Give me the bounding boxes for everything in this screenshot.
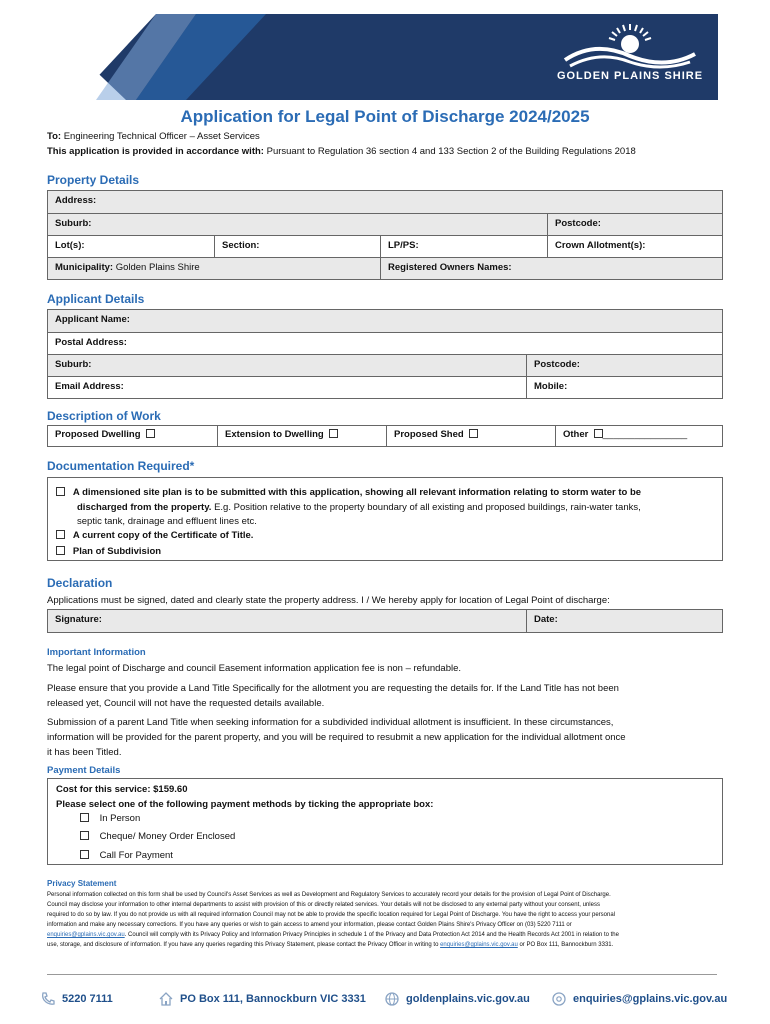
lots-field[interactable]: Lot(s): xyxy=(55,240,85,251)
footer-website[interactable]: goldenplains.vic.gov.au xyxy=(384,991,530,1007)
land-title-notice: Please ensure that you provide a Land Title Specifically for the allotment you are requesting the details for. If the Land Title has not been released yet, Council will not have the requested details available. xyxy=(47,683,619,709)
registered-owners-field[interactable]: Registered Owners Names: xyxy=(380,258,722,279)
footer-email[interactable]: enquiries@gplains.vic.gov.au xyxy=(551,991,727,1007)
description-of-work-heading: Description of Work xyxy=(47,409,161,423)
footer-address: PO Box 111, Bannockburn VIC 3331 xyxy=(158,991,366,1007)
checkbox[interactable] xyxy=(469,429,478,438)
payment-details-heading: Payment Details xyxy=(47,765,121,776)
payment-box xyxy=(47,778,723,865)
municipality-field: Municipality: Golden Plains Shire xyxy=(55,262,200,273)
documentation-required-heading: Documentation Required* xyxy=(47,459,195,473)
address-field[interactable]: Address: xyxy=(55,195,97,206)
declaration-text: Applications must be signed, dated and clearly state the property address. I / We hereby apply for location of Legal Point of discharge: xyxy=(47,595,610,606)
phone-icon xyxy=(40,991,56,1007)
home-icon xyxy=(158,991,174,1007)
documentation-box: A dimensioned site plan is to be submitted with this application, showing all relevant information relating to storm water to be discharged from the property. E.g. Position relative to the property boundary of all existing and proposed buildings, rain-water tanks, septic tank, drainage and effluent lines etc. A current copy of the Certificate of Title. Plan of Subdivision xyxy=(47,477,723,561)
privacy-email-link[interactable]: enquiries@gplains.vic.gov.au xyxy=(47,932,125,938)
regulation-line: This application is provided in accordance with: Pursuant to Regulation 36 section 4 and 133 Section 2 of the Building Regulations 2018 xyxy=(47,146,636,157)
crown-allotment-field[interactable]: Crown Allotment(s): xyxy=(547,236,722,257)
option-extension-to-dwelling[interactable]: Extension to Dwelling xyxy=(217,426,386,446)
privacy-statement-text: Personal information collected on this form shall be used by Council's Asset Services as well as Development and Regulatory Services to accurately record your details for the provision of Legal Point of Discharge. Council may disclose your information to other internal departments to assist with provision of this or directly related services. Your details will not be disclosed to any external party without your consent, unless required to do so by law. If you do not provide us with all required information Council may not be able to provide the specific location required for Legal Point of Discharge. You have the right to access your personal information and make any necessary corrections. If you have any queries or wish to gain access to amend your information, please contact Golden Plains Shire's Privacy Officer on (03) 5220 7111 or enquiries@gplains.vic.gov.au. Council will comply with its Privacy Policy and Information Privacy Principles in schedule 1 of the Privacy and Data Protection Act 2014 and the Health Records Act 2001 in relation to the use, storage, and disclosure of information. If you have any queries regarding this Privacy Statement, please contact the Privacy Officer in writing to enquiries@gplains.vic.gov.au or PO Box 111, Bannockburn 3331. xyxy=(47,892,619,948)
applicant-postcode-field[interactable]: Postcode: xyxy=(526,355,722,376)
mobile-field[interactable]: Mobile: xyxy=(526,377,722,398)
payment-call[interactable]: Call For Payment xyxy=(80,850,173,861)
postal-address-field[interactable]: Postal Address: xyxy=(55,337,127,348)
doc-item-plan-of-subdivision: Plan of Subdivision xyxy=(56,546,161,557)
checkbox[interactable] xyxy=(594,429,603,438)
to-line: To: Engineering Technical Officer – Asset Services xyxy=(47,131,260,142)
payment-cheque[interactable]: Cheque/ Money Order Enclosed xyxy=(80,831,235,842)
payment-instruction: Please select one of the following payment methods by ticking the appropriate box: xyxy=(56,799,434,810)
applicant-details-heading: Applicant Details xyxy=(47,292,145,306)
fee-notice: The legal point of Discharge and council Easement information application fee is non – refundable. xyxy=(47,663,462,674)
date-field[interactable]: Date: xyxy=(526,610,722,632)
suburb-field[interactable]: Suburb: xyxy=(55,218,92,229)
email-address-field[interactable]: Email Address: xyxy=(55,381,124,392)
checkbox[interactable] xyxy=(80,831,89,840)
page-title: Application for Legal Point of Discharge 2024/2025 xyxy=(180,107,590,126)
doc-item-certificate-of-title: A current copy of the Certificate of Title. xyxy=(56,530,253,541)
option-other[interactable]: Other ________________ xyxy=(555,426,722,446)
declaration-heading: Declaration xyxy=(47,576,113,590)
checkbox[interactable] xyxy=(56,487,65,496)
parent-title-notice: Submission of a parent Land Title when seeking information for a subdivided individual allotment is insufficient. In these circumstances, information will be provided for the parent property, and you will be required to resubmit a new application for the individual allotment once it has been Titled. xyxy=(47,717,626,758)
privacy-statement-heading: Privacy Statement xyxy=(47,879,117,888)
signature-table xyxy=(47,609,723,633)
section-field[interactable]: Section: xyxy=(214,236,380,257)
at-sign-icon xyxy=(551,991,567,1007)
privacy-email-link-2[interactable]: enquiries@gplains.vic.gov.au xyxy=(440,942,518,948)
important-information-heading: Important Information xyxy=(47,647,146,658)
applicant-details-table xyxy=(47,309,723,399)
doc-item-site-plan: A dimensioned site plan is to be submitted with this application, showing all relevant information relating to storm water to be xyxy=(56,487,641,498)
checkbox[interactable] xyxy=(80,813,89,822)
golden-plains-logo xyxy=(555,20,705,88)
applicant-suburb-field[interactable]: Suburb: xyxy=(55,359,92,370)
option-proposed-shed[interactable]: Proposed Shed xyxy=(386,426,555,446)
property-details-heading: Property Details xyxy=(47,173,140,187)
lp-ps-field[interactable]: LP/PS: xyxy=(380,236,547,257)
payment-in-person[interactable]: In Person xyxy=(80,813,140,824)
postcode-field[interactable]: Postcode: xyxy=(547,214,722,235)
signature-field[interactable]: Signature: xyxy=(55,614,102,625)
checkbox[interactable] xyxy=(56,546,65,555)
footer-divider xyxy=(47,974,717,975)
checkbox[interactable] xyxy=(146,429,155,438)
description-of-work-table xyxy=(47,425,723,447)
checkbox[interactable] xyxy=(80,850,89,859)
cost-line: Cost for this service: $159.60 xyxy=(56,784,188,795)
globe-icon xyxy=(384,991,400,1007)
option-proposed-dwelling[interactable]: Proposed Dwelling xyxy=(48,426,217,446)
applicant-name-field[interactable]: Applicant Name: xyxy=(55,314,130,325)
org-name: GOLDEN PLAINS SHIRE xyxy=(556,70,704,82)
checkbox[interactable] xyxy=(329,429,338,438)
property-details-table xyxy=(47,190,723,280)
footer-phone[interactable]: 5220 7111 xyxy=(40,991,113,1007)
checkbox[interactable] xyxy=(56,530,65,539)
